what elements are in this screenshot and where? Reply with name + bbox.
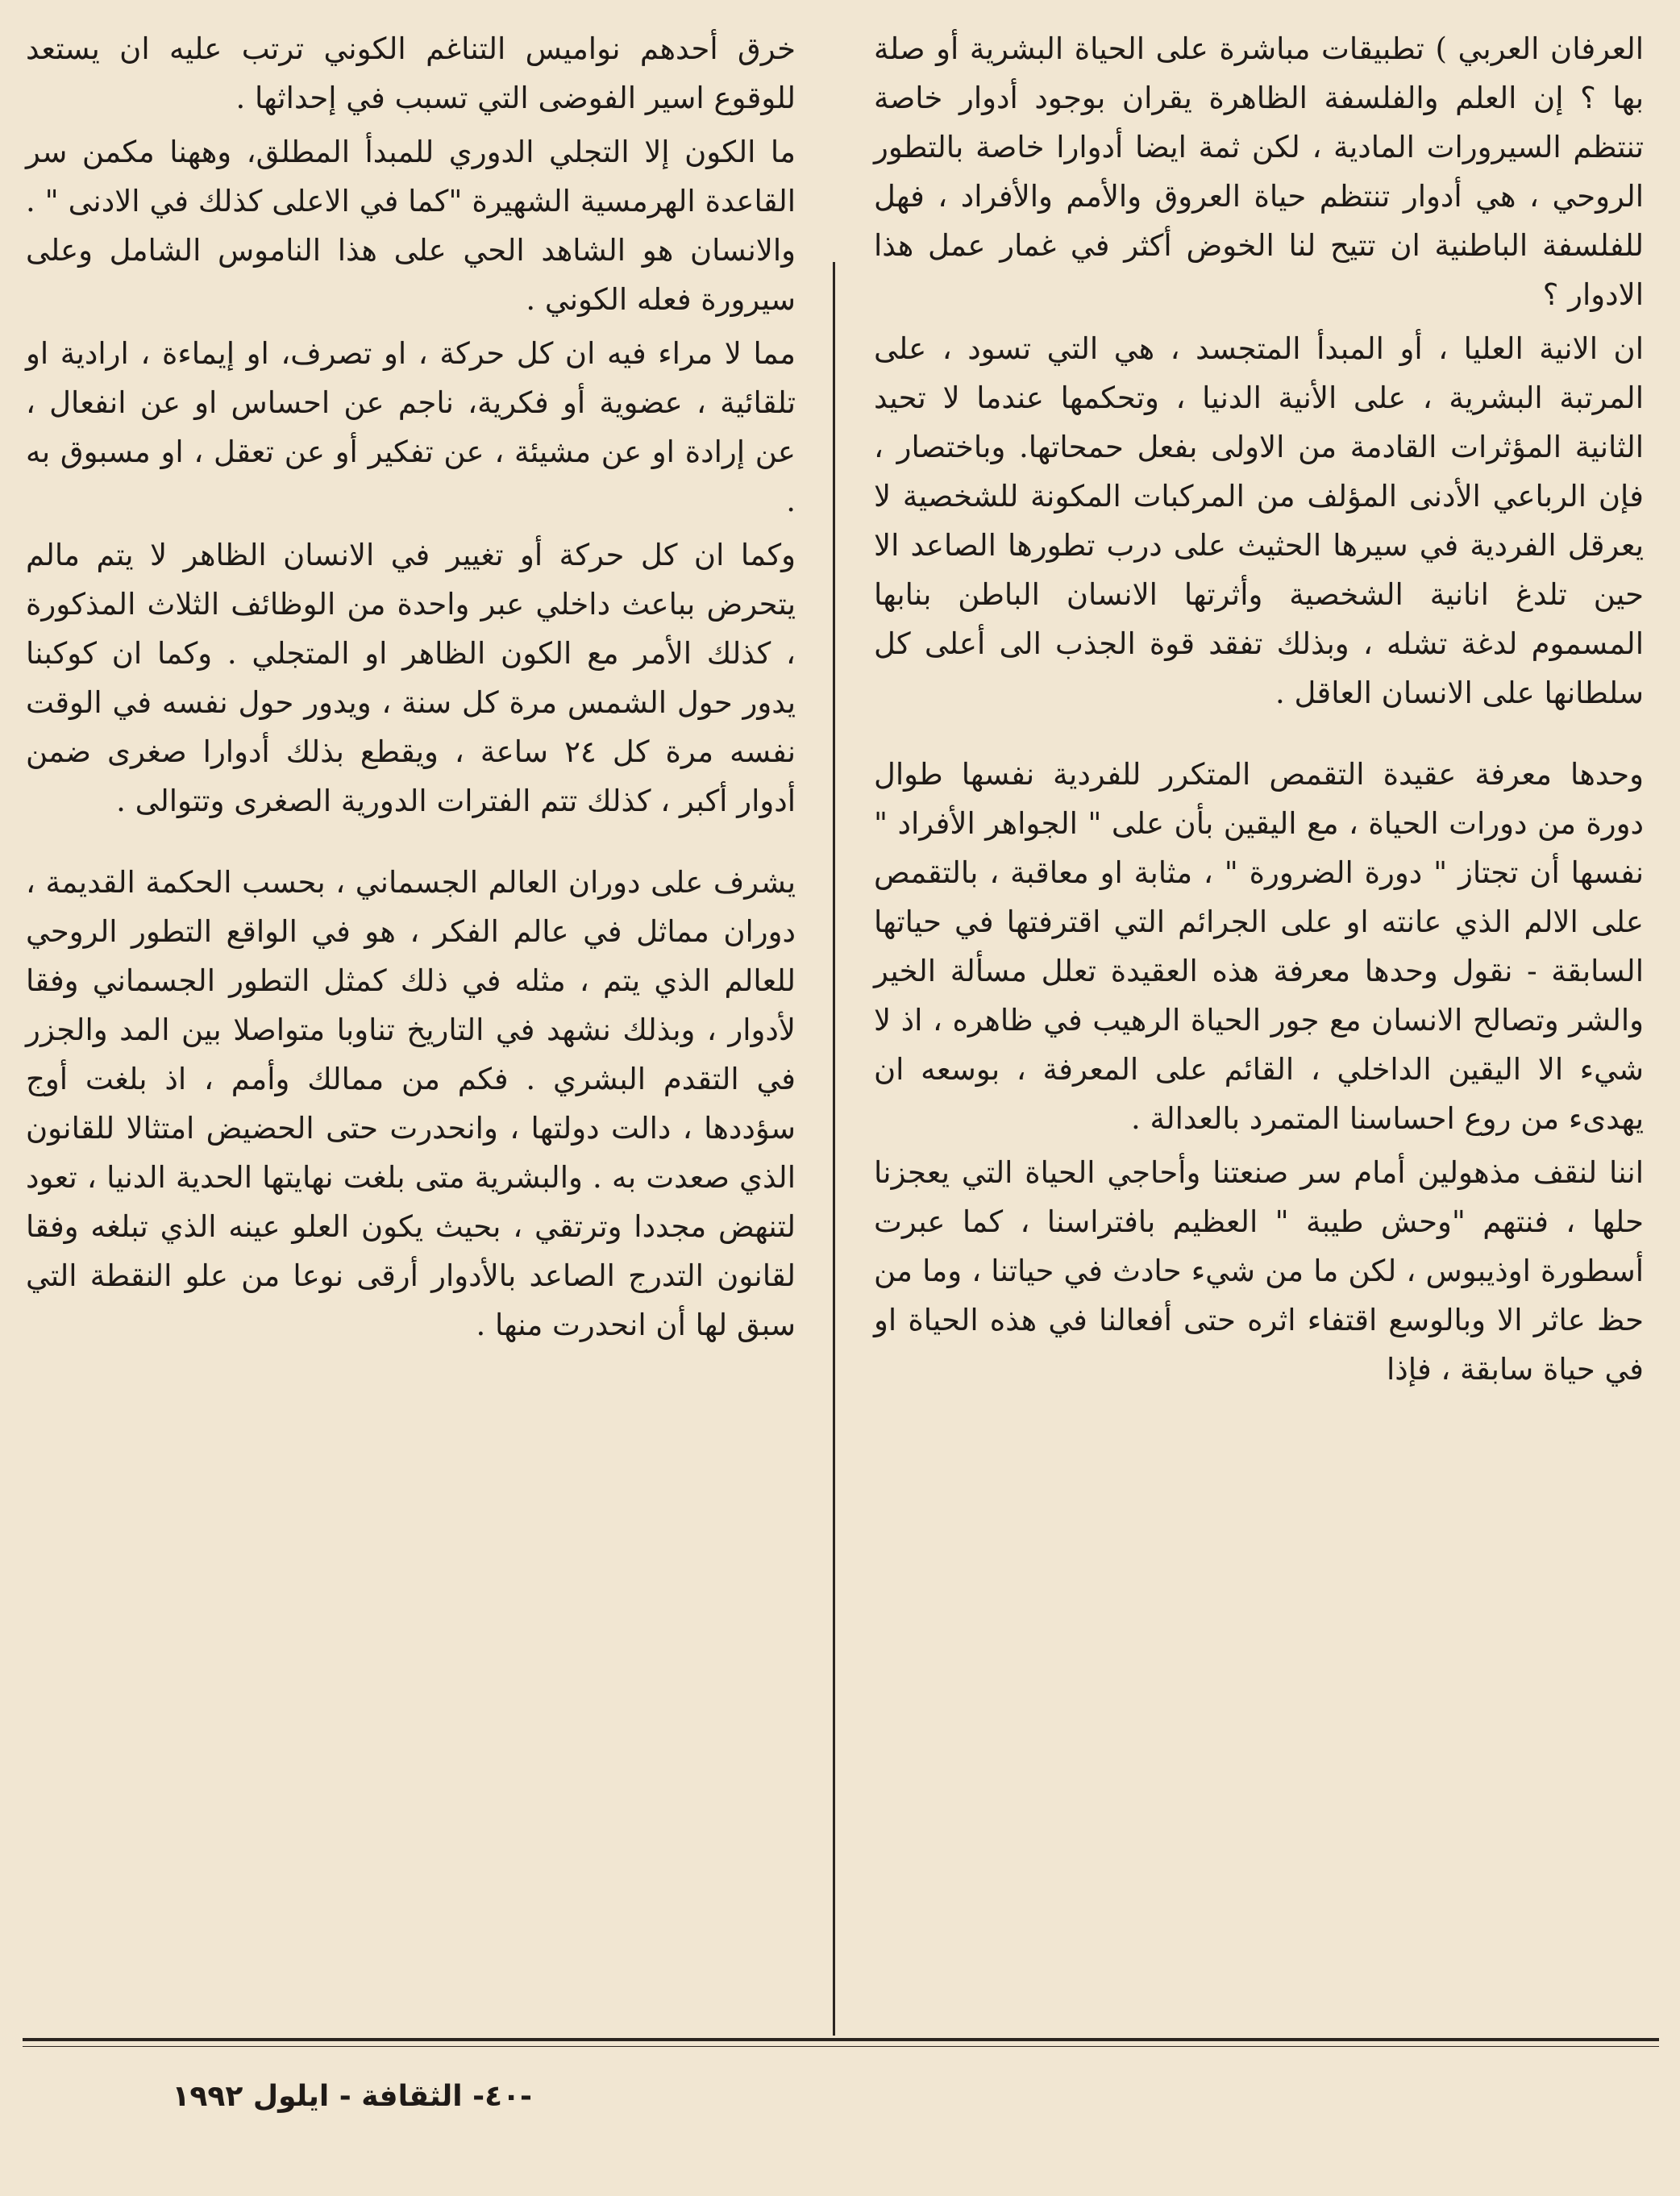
paragraph: ان الانية العليا ، أو المبدأ المتجسد ، هي التي تسود ، على المرتبة البشرية ، على الأنية الدنيا ، وتحكمها عندما لا تحيد الثانية المؤثرات القادمة من الاولى بفعل حمحاتها. وباختصار ، فإن الرباعي الأدنى المؤلف من المركبات المكونة للشخصية لا يعرقل الفردية في سيرها الحثيث على درب تطورها الصاعد الا حين تلدغ انانية الشخصية وأثرتها الانسان الباطن بنابها المسموم لدغة تشله ، وبذلك تفقد قوة الجذب الى أعلى كل سلطانها على الانسان العاقل .: [874, 331, 1644, 710]
paragraph: خرق أحدهم نواميس التناغم الكوني ترتب عليه ان يستعد للوقوع اسير الفوضى التي تسبب في إحداثها .: [26, 31, 796, 115]
footer-rule-thin: [23, 2046, 1659, 2047]
text-column-right: [874, 24, 1644, 1399]
paragraph: اننا لنقف مذهولين أمام سر صنعتنا وأحاجي الحياة التي يعجزنا حلها ، فنتهم "وحش طيبة " العظيم بافتراسنا ، كما عبرت أسطورة اوذيبوس ، لكن ما من شيء حادث في حياتنا ، وما من حظ عاثر الا وبالوسع اقتفاء اثره حتى أفعالنا في هذه الحياة او في حياة سابقة ، فإذا: [874, 1155, 1644, 1387]
column-divider: [833, 262, 835, 2036]
paragraph: ما الكون إلا التجلي الدوري للمبدأ المطلق، وههنا مكمن سر القاعدة الهرمسية الشهيرة "كما في الاعلى كذلك في الادنى " . والانسان هو الشاهد الحي على هذا الناموس الشامل وعلى سيرورة فعله الكوني .: [26, 135, 796, 317]
paragraph: يشرف على دوران العالم الجسماني ، بحسب الحكمة القديمة ، دوران مماثل في عالم الفكر ، هو في الواقع التطور الروحي للعالم الذي يتم ، مثله في ذلك كمثل التطور الجسماني وفقا لأدوار ، وبذلك نشهد في التاريخ تناوبا متواصلا بين المد والجزر في التقدم البشري . فكم من ممالك وأمم ، اذ بلغت أوج سؤددها ، دالت دولتها ، وانحدرت حتى الحضيض امتثالا للقانون الذي صعدت به . والبشرية متى بلغت نهايتها الحدية الدنيا ، تعود لتنهض مجددا وترتقي ، بحيث يكون العلو عينه الذي تبلغه وفقا لقانون التدرج الصاعد بالأدوار أرقى نوعا من علو النقطة التي سبق لها أن انحدرت منها .: [26, 865, 796, 1342]
text-column-left: [26, 24, 796, 1354]
paragraph: وحدها معرفة عقيدة التقمص المتكرر للفردية نفسها طوال دورة من دورات الحياة ، مع اليقين بأن على " الجواهر الأفراد " نفسها أن تجتاز " دورة الضرورة " ، مثابة او معاقبة ، بالتقمص على الالم الذي عانته او على الجرائم التي اقترفتها في حياتها السابقة - نقول وحدها معرفة هذه العقيدة تعلل مسألة الخير والشر وتصالح الانسان مع جور الحياة الرهيب في ظاهره ، اذ لا شيء الا اليقين الداخلي ، القائم على المعرفة ، بوسعه ان يهدىء من روع احساسنا المتمرد بالعدالة .: [874, 757, 1644, 1136]
paragraph: العرفان العربي ) تطبيقات مباشرة على الحياة البشرية أو صلة بها ؟ إن العلم والفلسفة الظاهرة يقران بوجود أدوار خاصة تنتظم السيرورات المادية ، لكن ثمة ايضا أدوارا خاصة بالتطور الروحي ، هي أدوار تنتظم حياة العروق والأمم والأفراد ، فهل للفلسفة الباطنية ان تتيح لنا الخوض أكثر في غمار عمل هذا الادوار ؟: [874, 31, 1644, 312]
paragraph: وكما ان كل حركة أو تغيير في الانسان الظاهر لا يتم مالم يتحرض بباعث داخلي عبر واحدة من الوظائف الثلاث المذكورة ، كذلك الأمر مع الكون الظاهر او المتجلي . وكما ان كوكبنا يدور حول الشمس مرة كل سنة ، ويدور حول نفسه في الوقت نفسه مرة كل ٢٤ ساعة ، ويقطع بذلك أدوارا صغرى ضمن أدوار أكبر ، كذلك تتم الفترات الدورية الصغرى وتتوالى .: [26, 538, 796, 818]
paragraph: مما لا مراء فيه ان كل حركة ، او تصرف، او إيماءة ، ارادية او تلقائية ، عضوية أو فكرية، ناجم عن احساس او عن انفعال ، عن إرادة او عن مشيئة ، عن تفكير أو عن تعقل ، او مسبوق به .: [26, 336, 796, 518]
page-footer: -٤٠- الثقافة - ايلول ١٩٩٢: [172, 2080, 532, 2113]
footer-rule: [23, 2038, 1659, 2041]
